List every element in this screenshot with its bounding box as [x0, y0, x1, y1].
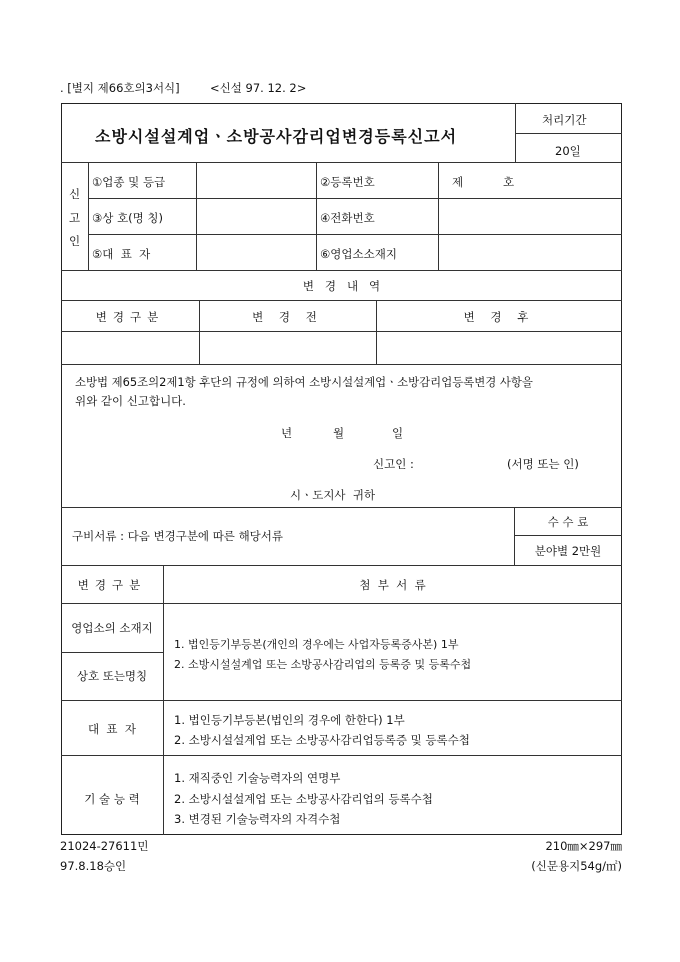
attachments-category-header: 변경구분 [77, 578, 147, 592]
declaration-text-line2: 위와 같이 신고합니다. [75, 394, 186, 408]
fee-value: 분야별 2만원 [534, 544, 602, 558]
attachment-item: 3. 변경된 기술능력자의 자격수첩 [174, 812, 341, 826]
footer-paper-size: 210㎜×297㎜ [545, 839, 622, 853]
changes-section-title: 변 경 내 역 [302, 279, 381, 293]
category-trade-name: 상호 또는명칭 [76, 669, 148, 683]
revision-note: <신설 97. 12. 2> [210, 81, 307, 95]
attachment-item: 2. 소방시설설계업 또는 소방공사감리업의 등록증 및 등록수첩 [174, 658, 472, 671]
date-year: 년 [281, 426, 293, 440]
footer-code: 21024-27611민 [60, 839, 149, 853]
attachment-item: 1. 법인등기부등본(개인의 경우에는 사업자등록증사본) 1부 [174, 638, 459, 651]
footer-approval: 97.8.18승인 [60, 859, 127, 873]
declaration-text-line1: 소방법 제65조의2제1항 후단의 규정에 의하여 소방시설설계업ㆍ소방감리업등록변경 사항을 [75, 375, 533, 389]
form-title: 소방시설설계업ㆍ소방공사감리업변경등록신고서 [95, 127, 458, 146]
attachment-item: 2. 소방시설설계업 또는 소방공사감리업의 등록수첩 [174, 792, 433, 806]
changes-category-header: 변경구분 [95, 310, 165, 324]
footer-paper-type: (신문용지54g/㎡) [531, 859, 622, 873]
attachment-item: 2. 소방시설설계업 또는 소방공사감리업등록증 및 등록수첩 [174, 733, 470, 747]
reporter-side-label-3: 인 [69, 234, 81, 248]
required-documents-label: 구비서류 : 다음 변경구분에 따른 해당서류 [72, 529, 284, 543]
processing-value: 20일 [555, 144, 581, 158]
reporter-side-label-2: 고 [69, 211, 81, 225]
registration-number-prefix: 제 [452, 175, 464, 189]
registration-number-suffix: 호 [503, 175, 515, 189]
form-reference: . [별지 제66호의3서식] [60, 81, 180, 95]
changes-after-header: 변 경 후 [463, 310, 535, 324]
attachment-item: 1. 재직중인 기술능력자의 연명부 [174, 771, 341, 785]
registration-number-label: ②등록번호 [320, 175, 375, 189]
signature-placeholder: (서명 또는 인) [507, 457, 579, 471]
attachments-header: 첨 부 서 류 [359, 578, 426, 592]
fee-label: 수 수 료 [547, 515, 589, 529]
addressee: 시ㆍ도지사 귀하 [290, 488, 376, 502]
office-location-label: ⑥영업소소재지 [320, 247, 397, 261]
processing-label: 처리기간 [542, 113, 587, 127]
phone-label: ④전화번호 [320, 211, 375, 225]
date-month: 월 [333, 426, 345, 440]
business-type-label: ①업종 및 등급 [92, 175, 166, 189]
category-representative: 대 표 자 [88, 722, 136, 736]
reporter-sign-label: 신고인 : [373, 457, 414, 471]
category-technical-ability: 기 술 능 력 [84, 792, 140, 806]
trade-name-label: ③상 호(명 칭) [92, 211, 164, 225]
category-office-location: 영업소의 소재지 [71, 621, 153, 635]
representative-label: ⑤대 표 자 [92, 247, 151, 261]
reporter-side-label-1: 신 [69, 187, 81, 201]
date-day: 일 [392, 426, 404, 440]
attachment-item: 1. 법인등기부등본(법인의 경우에 한한다) 1부 [174, 713, 405, 727]
changes-before-header: 변 경 전 [252, 310, 323, 324]
